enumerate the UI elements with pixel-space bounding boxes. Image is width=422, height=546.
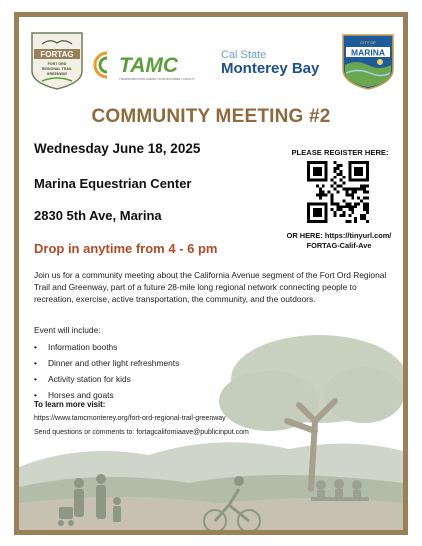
list-item-label: Horses and goats: [48, 390, 114, 400]
list-item-label: Information booths: [48, 342, 118, 352]
csumb-line-2: Monterey Bay: [221, 60, 320, 77]
logo-row: [19, 17, 403, 102]
tamc-name: TAMC: [119, 54, 179, 77]
fortag-line-2: REGIONAL TRAIL: [41, 67, 73, 71]
list-item: • Horses and goats: [34, 390, 114, 400]
event-date: Wednesday June 18, 2025: [34, 141, 201, 156]
event-list: [34, 339, 179, 403]
list-item: • Dinner and other light refreshments: [34, 358, 180, 368]
tamc-tagline: TRANSPORTATION AGENCY FOR MONTEREY COUNTY: [119, 77, 196, 81]
marina-top: CITY OF: [360, 40, 376, 45]
fortag-line-3: GREENWAY: [46, 72, 68, 76]
fortag-line-1: FORT ORD: [47, 62, 67, 66]
list-item-label: Dinner and other light refreshments: [48, 358, 180, 368]
flyer-frame: [14, 12, 408, 535]
fortag-name: FORTAG: [40, 50, 74, 59]
register-link-line-1: OR HERE: https://tinyurl.com/: [286, 231, 392, 240]
event-list-heading: Event will include:: [34, 325, 101, 335]
learn-more-link[interactable]: https://www.tamcmonterey.org/fort-ord-regional-trail-greenway: [34, 415, 226, 422]
page-title: COMMUNITY MEETING #2: [91, 106, 331, 127]
contact-line[interactable]: Send questions or comments to: fortagcalifomiaave@publicinput.com: [34, 429, 249, 436]
register-link[interactable]: [277, 231, 401, 250]
csumb-line-1: Cal State: [221, 49, 267, 61]
list-item-label: Activity station for kids: [48, 374, 131, 384]
register-heading: PLEASE REGISTER HERE:: [291, 148, 389, 157]
city-of-marina-logo: [340, 31, 396, 91]
event-venue: Marina Equestrian Center: [34, 176, 192, 191]
intro-paragraph: Join us for a community meeting about the California Avenue segment of the Fort Ord Regional Trail and Greenway, part of a future 28-mile long regional network connecting people to recreation, exercise, active transportation, the community, and the outdoors.: [34, 270, 387, 304]
fortag-logo: [30, 31, 84, 91]
csumb-logo: [215, 43, 333, 83]
event-address: 2830 5th Ave, Marina: [34, 208, 162, 223]
learn-more-heading: To learn more visit:: [34, 400, 106, 409]
list-item: • Information booths: [34, 342, 118, 352]
registration-qr-code[interactable]: [307, 161, 369, 223]
tamc-logo: [93, 45, 213, 85]
register-link-line-2: FORTAG-Calif-Ave: [306, 240, 372, 250]
list-item: • Activity station for kids: [34, 374, 131, 384]
event-drop-in-time: Drop in anytime from 4 - 6 pm: [34, 241, 218, 256]
marina-name: MARINA: [351, 47, 385, 58]
